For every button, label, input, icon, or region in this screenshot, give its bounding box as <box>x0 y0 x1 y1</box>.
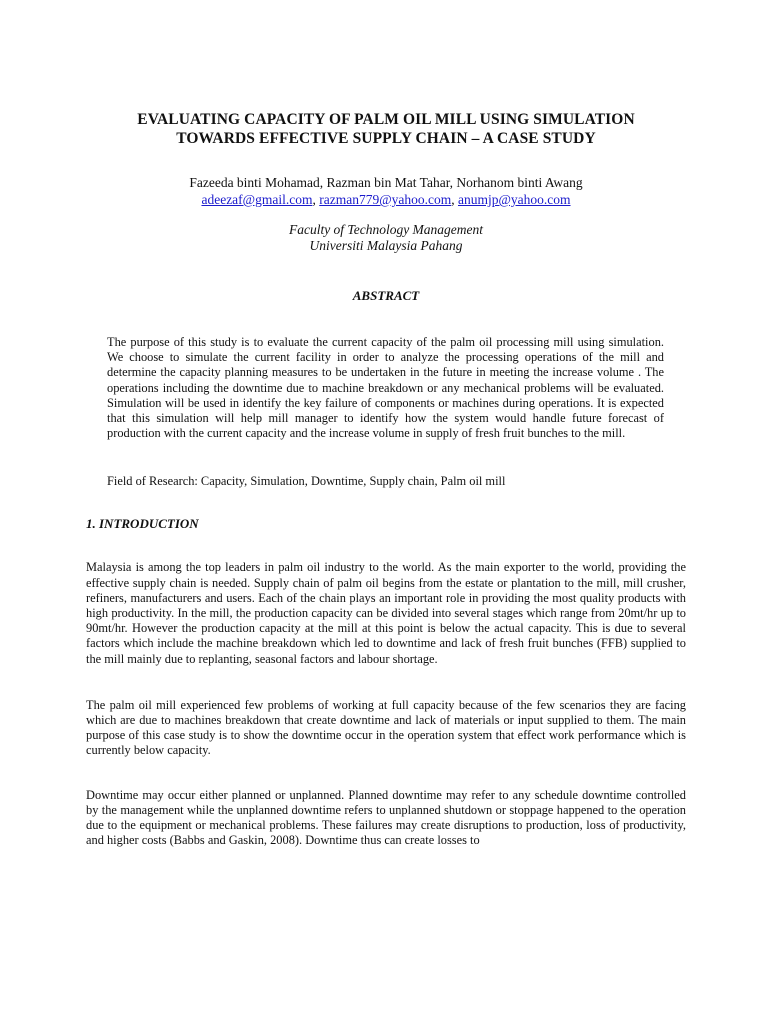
affiliation-university: Universiti Malaysia Pahang <box>309 238 463 253</box>
affiliation-faculty: Faculty of Technology Management <box>288 222 484 237</box>
email-separator: , <box>312 192 320 207</box>
email-link-3[interactable]: anumjp@yahoo.com <box>457 192 571 207</box>
affiliation <box>86 222 686 254</box>
email-link-2[interactable]: razman779@yahoo.com <box>319 192 452 207</box>
email-separator: , <box>451 192 458 207</box>
email-link-1[interactable]: adeezaf@gmail.com <box>201 192 313 207</box>
section-heading-introduction: 1. INTRODUCTION <box>86 516 199 532</box>
introduction-paragraph-1: Malaysia is among the top leaders in palm oil industry to the world. As the main exporter to the world, providing the effective supply chain is needed. Supply chain of palm oil begins from the estate or plantation to the mill, mill crusher, refiners, manufacturers and users. Each of the chain plays an important role in providing the most quality products with high productivity. In the mill, the production capacity can be divided into several stages which range from 20mt/hr up to 90mt/hr. However the production capacity at the mill at this point is below the actual capacity. This is due to several factors which include the machine breakdown which led to downtime and lack of fresh fruit bunches (FFB) supplied to the mill mainly due to replanting, seasonal factors and labour shortage. <box>86 560 686 666</box>
paper-title <box>86 0 686 148</box>
introduction-paragraph-3: Downtime may occur either planned or unplanned. Planned downtime may refer to any schedule downtime controlled by the management while the unplanned downtime refers to unplanned shutdown or stoppage happened to the operation due to the equipment or mechanical problems. These failures may create disruptions to production, loss of productivity, and higher costs (Babbs and Gaskin, 2008). Downtime thus can create losses to <box>86 787 686 848</box>
author-list: Fazeeda binti Mohamad, Razman bin Mat Tahar, Norhanom binti Awang <box>189 175 583 190</box>
abstract-text: The purpose of this study is to evaluate the current capacity of the palm oil processing mill using simulation. We choose to simulate the current facility in order to analyze the processing operations of the mill and determine the capacity planning measures to be undertaken in the future in meeting the increase volume . The operations including the downtime due to machine breakdown or any mechanical problems will be evaluated. Simulation will be used in identify the key failure of components or machines during operations. It is expected that this simulation will help mill manager to identify how the system would handle future forecast of production with the current capacity and the increase volume in supply of fresh fruit bunches to the mill. <box>107 335 664 441</box>
title-line-2: TOWARDS EFFECTIVE SUPPLY CHAIN – A CASE STUDY <box>176 130 596 147</box>
abstract-heading: ABSTRACT <box>352 288 420 303</box>
author-emails <box>86 191 686 208</box>
field-of-research: Field of Research: Capacity, Simulation, Downtime, Supply chain, Palm oil mill <box>107 474 506 489</box>
title-line-1: EVALUATING CAPACITY OF PALM OIL MILL USING SIMULATION <box>137 111 635 128</box>
introduction-paragraph-2: The palm oil mill experienced few problems of working at full capacity because of the few scenarios they are facing which are due to machines breakdown that create downtime and lack of materials or input supplied to them. The main purpose of this case study is to show the downtime occur in the operation system that effect work performance which is currently below capacity. <box>86 697 686 758</box>
